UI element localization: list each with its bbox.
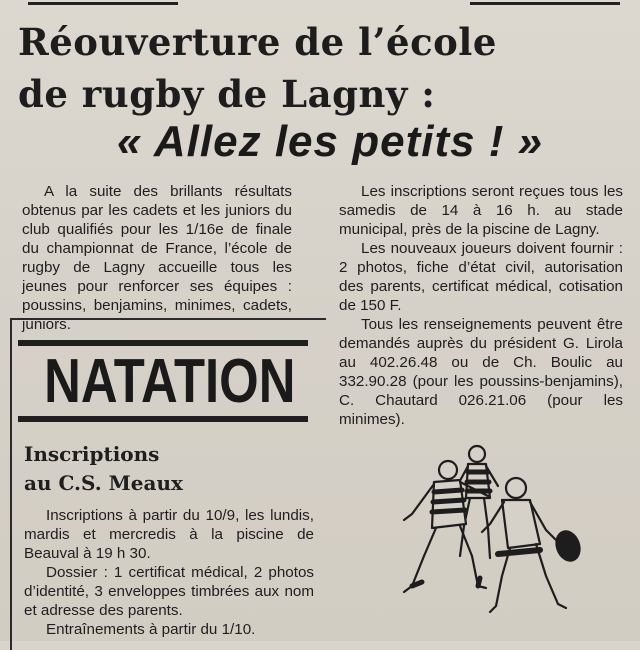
natation-bar-bottom (18, 416, 308, 422)
rugby-article-column-1 (22, 182, 292, 334)
rugby-players-icon (390, 436, 590, 636)
natation-title-line1: Inscriptions (24, 442, 160, 466)
natation-paragraph: Entraînements à partir du 1/10. (46, 621, 256, 638)
headline (18, 16, 628, 120)
rugby-article-column-2 (339, 182, 623, 429)
natation-paragraph: Inscriptions à partir du 10/9, les lundis, mardis et mercredis à la piscine de Beauval à 19 h 30. (24, 507, 314, 562)
subheadline: « Allez les petits ! » (116, 117, 544, 166)
natation-title-line2: au C.S. Meaux (24, 471, 183, 495)
natation-bar-top (18, 340, 308, 346)
article-paragraph: A la suite des brillants résultats obtenus par les cadets et les juniors du club qualifiés pour les 1/16e de finale du championnat de France, l’école de rugby de Lagny accueille tous les jeunes pour renforcer ses équipes : poussins, benjamins, minimes, cadets, juniors. (22, 183, 292, 333)
headline-line2: de rugby de Lagny : (18, 72, 436, 116)
headline-line1: Réouverture de l’école (18, 20, 497, 64)
natation-title (24, 440, 314, 498)
natation-paragraph: Dossier : 1 certificat médical, 2 photos d’identité, 3 enveloppes timbrées aux nom et adresse des parents. (24, 564, 314, 619)
article-paragraph: Les nouveaux joueurs doivent fournir : 2 photos, fiche d’état civil, autorisation des parents, certificat médical, cotisation de 150 F. (339, 240, 623, 314)
article-paragraph: Tous les renseignements peuvent être demandés auprès du président G. Lirola au 402.26.48 ou de Ch. Boulic au 332.90.28 (pour les poussins-benjamins), C. Chautard 026.21.06 (pour les minimes). (339, 316, 623, 428)
top-rule-right (470, 2, 620, 5)
natation-text (24, 506, 314, 639)
top-rule-left (28, 2, 178, 5)
article-paragraph: Les inscriptions seront reçues tous les samedis de 14 à 16 h. au stade municipal, près de la piscine de Lagny. (339, 183, 623, 238)
natation-banner: NATATION (44, 347, 296, 416)
